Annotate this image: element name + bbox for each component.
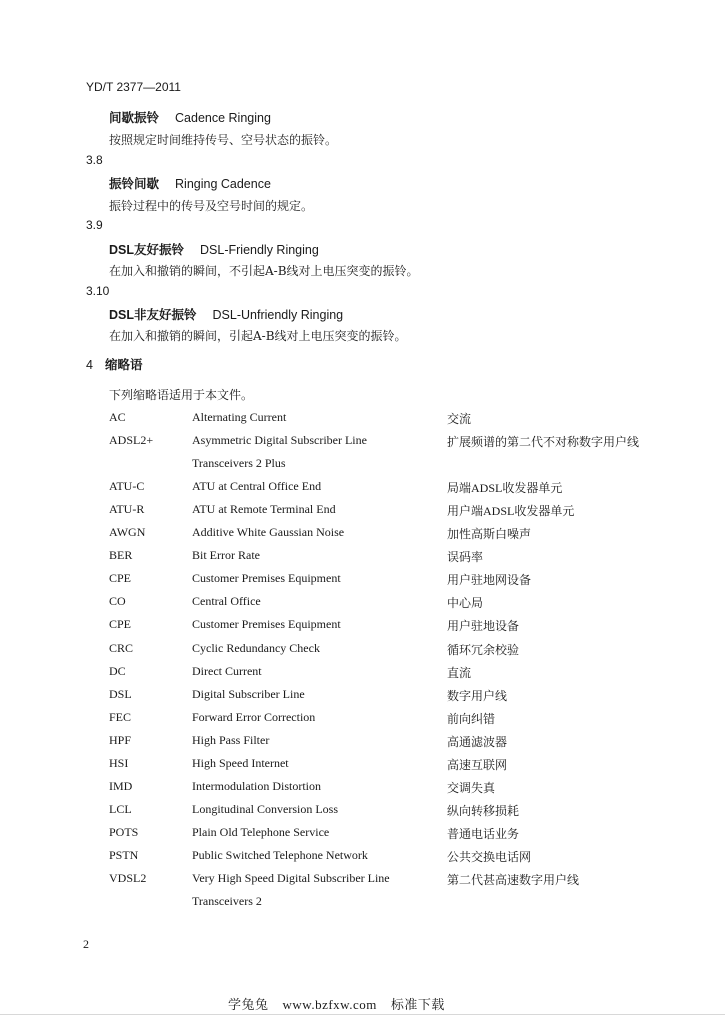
abbreviation-code: CPE [109, 571, 132, 586]
abbreviation-row [0, 894, 725, 917]
abbreviation-row [0, 617, 725, 640]
abbreviation-row [0, 825, 725, 848]
definition-text: 在加入和撤销的瞬间，不引起A-B线对上电压突变的振铃。 [109, 264, 419, 278]
abbreviation-chinese: 用户驻地设备 [447, 619, 520, 634]
abbreviation-row [0, 710, 725, 733]
term-english: Ringing Cadence [175, 177, 271, 191]
term-chinese: 间歇振铃 [109, 111, 160, 125]
abbreviation-row [0, 548, 725, 571]
definition-number: 3.8 [86, 153, 103, 167]
abbreviation-code: AC [109, 410, 126, 424]
abbreviation-english: Customer Premises Equipment [192, 571, 341, 586]
definition-term [109, 108, 271, 126]
abbreviation-chinese: 交流 [447, 412, 472, 426]
abbreviation-row [0, 802, 725, 825]
abbreviation-english: Forward Error Correction [192, 709, 316, 724]
abbreviation-chinese: 数字用户线 [447, 688, 508, 703]
abbreviation-row [0, 479, 725, 502]
term-english: DSL-Friendly Ringing [200, 243, 319, 257]
abbreviation-chinese: 用户驻地网设备 [447, 573, 532, 588]
abbreviation-english: Bit Error Rate [192, 548, 260, 563]
definition-text: 在加入和撤销的瞬间，引起A-B线对上电压突变的振铃。 [109, 329, 407, 343]
abbreviation-chinese: 局端ADSL收发器单元 [447, 481, 563, 496]
abbreviation-chinese: 交调失真 [447, 780, 496, 795]
abbreviation-row [0, 641, 725, 664]
abbreviation-english: Transceivers 2 [192, 894, 262, 909]
abbreviation-english: ATU at Central Office End [192, 479, 322, 494]
term-chinese: DSL友好振铃 [109, 243, 185, 257]
abbreviation-chinese: 循环冗余校验 [447, 642, 520, 657]
section-heading [86, 355, 158, 373]
term-chinese: 振铃间歇 [109, 177, 160, 191]
section-intro: 下列缩略语适用于本文件。 [109, 388, 254, 402]
abbreviation-english: Intermodulation Distortion [192, 778, 321, 793]
footer-divider [0, 1014, 725, 1015]
abbreviation-chinese: 公共交换电话网 [447, 849, 532, 864]
abbreviation-code: POTS [109, 824, 139, 839]
abbreviation-row [0, 433, 725, 456]
page-number: 2 [83, 937, 89, 951]
site-footer [228, 994, 459, 1013]
abbreviation-english: Additive White Gaussian Noise [192, 525, 345, 540]
abbreviation-chinese: 第二代甚高速数字用户线 [447, 873, 580, 887]
abbreviation-english: Central Office [192, 594, 261, 609]
abbreviation-code: VDSL2 [109, 871, 147, 885]
abbreviation-code: FEC [109, 709, 132, 724]
section-title: 缩略语 [104, 358, 143, 372]
abbreviation-code: HSI [109, 755, 129, 770]
abbreviation-row [0, 594, 725, 617]
abbreviation-row [0, 779, 725, 802]
abbreviation-english: Cyclic Redundancy Check [192, 640, 320, 655]
abbreviation-code: ATU-R [109, 502, 145, 517]
abbreviation-row [0, 502, 725, 525]
definition-term [109, 174, 271, 192]
abbreviation-row [0, 571, 725, 594]
abbreviation-english: Direct Current [192, 663, 262, 678]
abbreviation-row [0, 848, 725, 871]
abbreviation-english: Alternating Current [192, 410, 287, 424]
abbreviation-row [0, 871, 725, 894]
abbreviation-chinese: 直流 [447, 665, 472, 680]
abbreviation-english: Longitudinal Conversion Loss [192, 801, 338, 816]
definition-text: 按照规定时间维持传号、空号状态的振铃。 [109, 133, 338, 147]
abbreviation-english: ATU at Remote Terminal End [192, 502, 336, 517]
abbreviation-english: Customer Premises Equipment [192, 617, 341, 632]
abbreviation-chinese: 加性高斯白噪声 [447, 527, 532, 542]
abbreviation-chinese: 高速互联网 [447, 757, 508, 772]
section-number: 4 [86, 358, 93, 372]
term-english: DSL-Unfriendly Ringing [212, 308, 344, 322]
abbreviation-english: Very High Speed Digital Subscriber Line [192, 871, 390, 885]
definition-text: 振铃过程中的传号及空号时间的规定。 [109, 199, 314, 213]
abbreviation-code: CPE [109, 617, 132, 632]
definition-term [109, 240, 319, 258]
abbreviation-code: BER [109, 548, 133, 563]
abbreviation-chinese: 高通滤波器 [447, 734, 508, 749]
abbreviation-chinese: 误码率 [447, 550, 484, 565]
abbreviation-chinese: 用户端ADSL收发器单元 [447, 504, 575, 519]
abbreviation-row [0, 410, 725, 433]
abbreviation-code: DSL [109, 686, 132, 701]
abbreviation-english: Public Switched Telephone Network [192, 847, 368, 862]
definition-number: 3.10 [86, 284, 110, 298]
abbreviation-english: Digital Subscriber Line [192, 686, 305, 701]
term-chinese: DSL非友好振铃 [109, 308, 197, 322]
abbreviation-code: ADSL2+ [109, 433, 154, 448]
abbreviation-code: PSTN [109, 847, 139, 862]
abbreviation-code: HPF [109, 732, 132, 747]
abbreviation-row [0, 525, 725, 548]
footer-site-name: 学兔兔 [228, 998, 269, 1013]
abbreviation-english: High Speed Internet [192, 755, 289, 770]
abbreviation-row [0, 687, 725, 710]
abbreviation-row [0, 664, 725, 687]
abbreviation-english: Asymmetric Digital Subscriber Line [192, 433, 367, 448]
abbreviation-code: CRC [109, 640, 134, 655]
abbreviation-code: LCL [109, 801, 132, 816]
term-english: Cadence Ringing [175, 111, 271, 125]
abbreviation-chinese: 扩展频谱的第二代不对称数字用户线 [447, 435, 640, 450]
definition-number: 3.9 [86, 218, 103, 232]
standard-code: YD/T 2377—2011 [86, 80, 181, 94]
abbreviation-chinese: 纵向转移损耗 [447, 803, 520, 818]
abbreviation-code: IMD [109, 778, 133, 793]
abbreviation-english: Transceivers 2 Plus [192, 456, 286, 471]
abbreviation-code: AWGN [109, 525, 146, 540]
abbreviation-chinese: 中心局 [447, 596, 484, 611]
abbreviation-row [0, 456, 725, 479]
footer-tagline: 标准下载 [390, 998, 445, 1013]
abbreviation-english: High Pass Filter [192, 732, 270, 747]
abbreviation-chinese: 普通电话业务 [447, 826, 520, 841]
abbreviation-row [0, 733, 725, 756]
abbreviation-chinese: 前向纠错 [447, 711, 496, 726]
footer-site-url[interactable]: www.bzfxw.com [282, 997, 377, 1012]
abbreviation-english: Plain Old Telephone Service [192, 824, 330, 839]
abbreviation-code: DC [109, 663, 126, 678]
definition-term [109, 305, 343, 323]
abbreviation-code: ATU-C [109, 479, 145, 494]
abbreviation-code: CO [109, 594, 126, 609]
abbreviation-row [0, 756, 725, 779]
